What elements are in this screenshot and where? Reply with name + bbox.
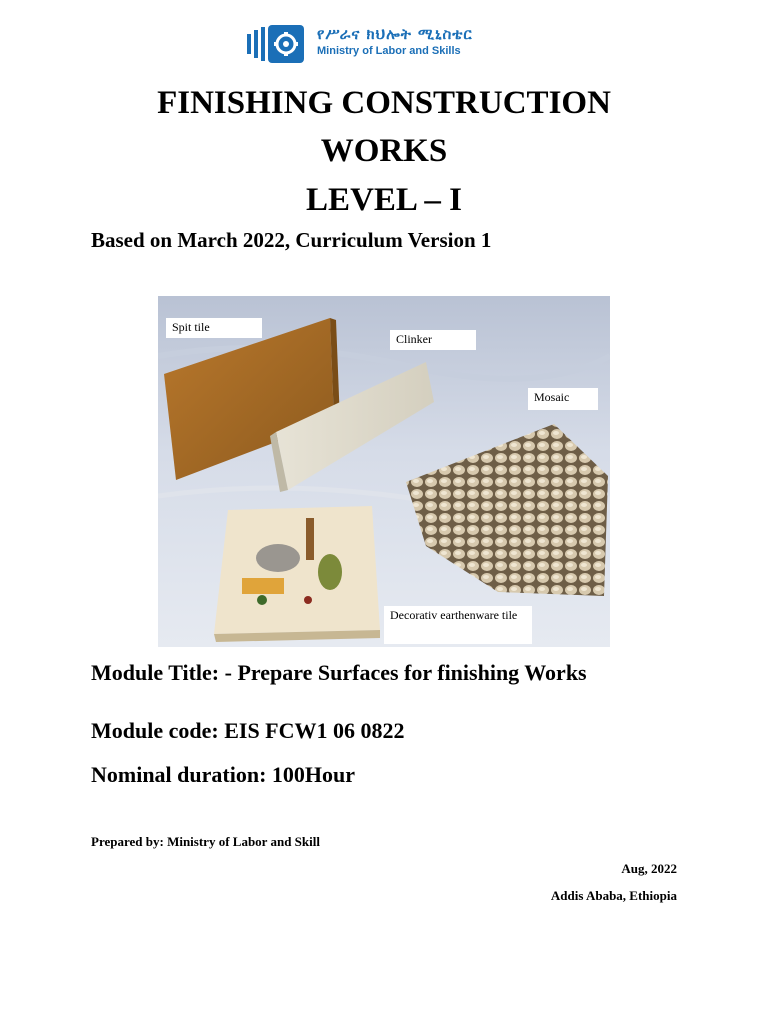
ministry-logo — [247, 24, 522, 64]
logo-amharic-text: የሥራና ክህሎት ሚኒስቴር — [317, 25, 473, 43]
ministry-emblem-icon — [247, 24, 309, 64]
prepared-by: Prepared by: Ministry of Labor and Skill — [91, 834, 320, 849]
logo-english-text: Ministry of Labor and Skills — [317, 45, 461, 57]
label-mosaic: Mosaic — [528, 388, 598, 410]
tiles-photo — [158, 296, 610, 647]
title-line-3: LEVEL – I — [306, 182, 462, 218]
nominal-duration: Nominal duration: 100Hour — [91, 762, 356, 787]
label-decorative-tile: Decorativ earthenware tile — [384, 606, 532, 644]
publication-date: Aug, 2022 — [621, 861, 677, 876]
curriculum-basis: Based on March 2022, Curriculum Version 1 — [91, 228, 492, 252]
title-line-1: FINISHING CONSTRUCTION — [157, 85, 611, 121]
tiles-illustration — [158, 296, 610, 647]
label-clinker: Clinker — [390, 330, 476, 350]
decorative-tile-shape — [214, 506, 380, 634]
label-spit-tile: Spit tile — [166, 318, 262, 338]
module-title: Module Title: - Prepare Surfaces for finishing Works — [91, 660, 587, 685]
publication-place: Addis Ababa, Ethiopia — [550, 888, 677, 903]
title-line-2: WORKS — [320, 133, 448, 169]
module-code: Module code: EIS FCW1 06 0822 — [91, 718, 405, 743]
logo-text — [317, 24, 473, 58]
